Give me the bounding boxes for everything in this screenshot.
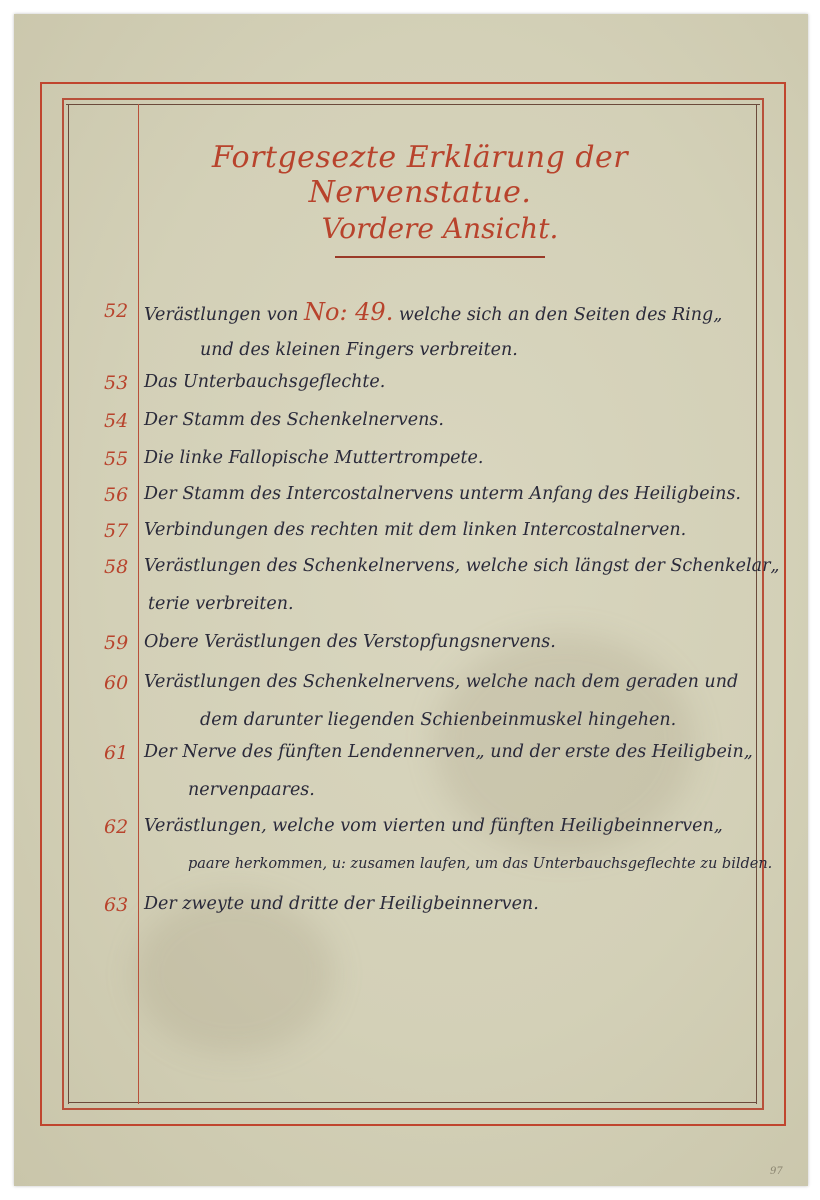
entry-number: 56 [104,484,129,506]
entry-text-continuation: und des kleinen Fingers verbreiten. [200,340,518,360]
entry-number: 63 [104,894,129,916]
frame-inner-right-2 [756,104,757,1104]
entry-text: Verästlungen des Schenkelnervens, welche nach dem geraden und [144,672,739,692]
entry-text: Obere Verästlungen des Verstopfungsnervens. [144,632,556,652]
entry-text: Das Unterbauchsgeflechte. [144,372,386,392]
frame-outer-right [784,82,786,1126]
frame-inner-left-2 [68,104,69,1104]
frame-inner-top-2 [66,104,760,105]
frame-outer-left [40,82,42,1126]
page-mark: 97 [770,1166,783,1177]
entry-text: Verästlungen, welche vom vierten und fünften Heiligbeinnerven„ [144,816,723,836]
frame-inner-bottom [62,1108,764,1110]
entry-number: 62 [104,816,129,838]
frame-inner-top [62,98,764,100]
entry-text: Der Stamm des Intercostalnervens unterm Anfang des Heiligbeins. [144,484,741,504]
entry-number: 52 [104,300,129,322]
entry-number: 53 [104,372,129,394]
entry-text-continuation: terie verbreiten. [148,594,294,614]
entry-text-continuation: paare herkommen, u: zusamen laufen, um das Unterbauchsgeflechte zu bilden. [188,856,773,872]
entry-text: Verbindungen des rechten mit dem linken Intercostalnerven. [144,520,687,540]
frame-inner-bottom-2 [68,1102,757,1103]
entry-number: 54 [104,410,129,432]
entry-text: Verästlungen des Schenkelnervens, welche sich längst der Schenkelar„ [144,556,780,576]
entry-text-post: welche sich an den Seiten des Ring„ [393,305,723,325]
entry-text-continuation: dem darunter liegenden Schienbeinmuskel hingehen. [200,710,677,730]
frame-outer-bottom [40,1124,786,1126]
entry-text: Die linke Fallopische Muttertrompete. [144,448,484,468]
entry-text: Der Stamm des Schenkelnervens. [144,410,444,430]
entry-number: 60 [104,672,129,694]
frame-inner-left [62,98,64,1110]
entry-text-pre: Verästlungen von [144,305,304,325]
entry-number: 58 [104,556,129,578]
entry-number: 55 [104,448,129,470]
entry-text: Der zweyte und dritte der Heiligbeinnerven. [144,894,539,914]
entry-reference: No: 49. [304,298,394,326]
entry-number: 61 [104,742,129,764]
frame-inner-right [762,98,764,1110]
entry-text [144,298,722,326]
page-title: Fortgesezte Erklärung der Nervenstatue. [211,140,629,210]
entry-text-continuation: nervenpaares. [188,780,315,800]
page-subtitle: Vordere Ansicht. [321,212,559,245]
entry-text: Der Nerve des fünften Lendennerven„ und der erste des Heiligbein„ [144,742,753,762]
entry-number: 57 [104,520,129,542]
subtitle-underline [335,256,545,258]
margin-rule [138,104,139,1104]
paper-stain [134,894,334,1054]
entry-number: 59 [104,632,129,654]
frame-outer-top [40,82,786,84]
